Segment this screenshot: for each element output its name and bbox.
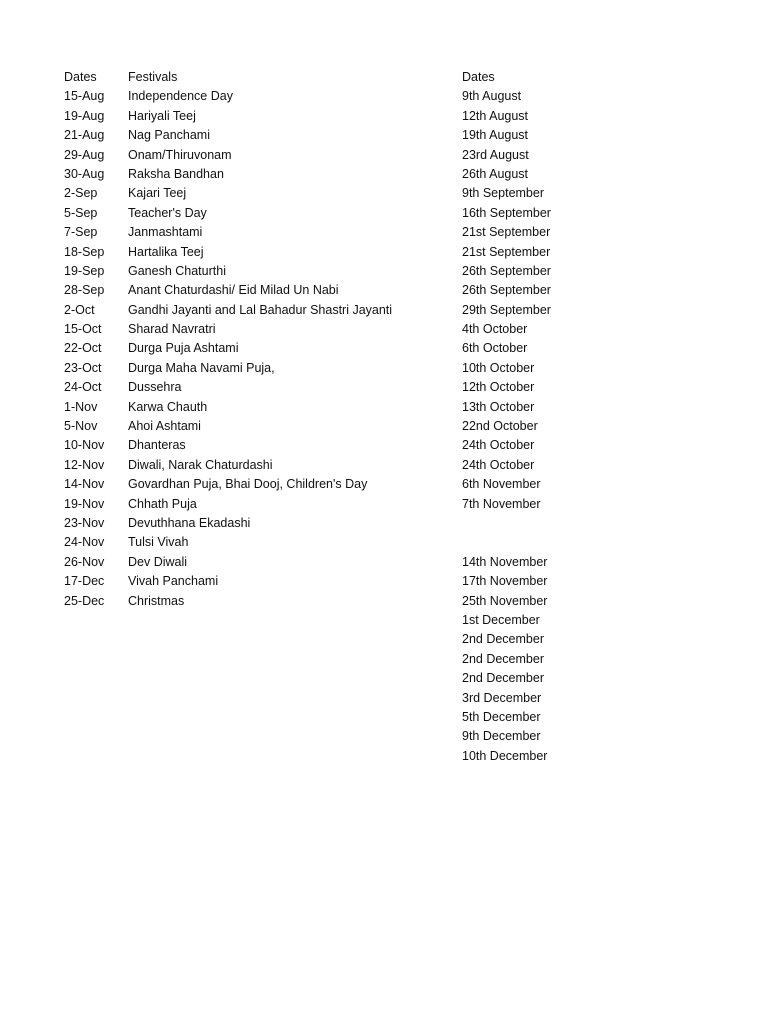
date2-cell: 2nd December [462, 651, 544, 666]
date-cell: 12-Nov [64, 457, 105, 472]
date2-cell: 13th October [462, 399, 535, 414]
date-cell: 19-Aug [64, 108, 105, 123]
table-row [0, 339, 768, 358]
festival-cell: Devuthhana Ekadashi [128, 515, 251, 530]
table-row [0, 126, 768, 145]
date2-cell: 26th August [462, 166, 529, 181]
date-cell: 23-Oct [64, 360, 102, 375]
date-cell: 2-Oct [64, 302, 95, 317]
date-cell: 24-Oct [64, 380, 102, 395]
date-cell: 28-Sep [64, 283, 105, 298]
date2-cell: 19th August [462, 128, 529, 143]
festival-cell: Hartalika Teej [128, 244, 204, 259]
table-row [0, 456, 768, 475]
date-cell: 30-Aug [64, 166, 105, 181]
date2-cell: 10th December [462, 748, 548, 763]
header-festivals: Festivals [128, 70, 178, 84]
festival-cell: Raksha Bandhan [128, 166, 224, 181]
date2-cell: 16th September [462, 205, 551, 220]
table-row [0, 281, 768, 300]
date2-cell: 25th November [462, 593, 548, 608]
date-cell: 14-Nov [64, 477, 105, 492]
date-cell: 26-Nov [64, 554, 105, 569]
date-cell: 22-Oct [64, 341, 102, 356]
date-cell: 10-Nov [64, 438, 105, 453]
date2-cell: 3rd December [462, 690, 542, 705]
festival-cell: Gandhi Jayanti and Lal Bahadur Shastri Jayanti [128, 302, 393, 317]
festival-cell: Dev Diwali [128, 554, 188, 569]
table-row [0, 262, 768, 281]
festival-cell: Tulsi Vivah [128, 535, 189, 550]
date2-cell: 4th October [462, 322, 528, 337]
festival-cell: Dhanteras [128, 438, 186, 453]
festival-cell: Chhath Puja [128, 496, 197, 511]
table-row [0, 398, 768, 417]
date-cell: 21-Aug [64, 128, 105, 143]
festival-cell: Teacher's Day [128, 205, 207, 220]
festival-cell: Kajari Teej [128, 186, 187, 201]
table-row [0, 669, 768, 688]
date2-cell: 1st December [462, 612, 540, 627]
table-row [0, 514, 768, 533]
table-row [0, 708, 768, 727]
date-cell: 19-Nov [64, 496, 105, 511]
date-cell: 5-Sep [64, 205, 98, 220]
table-row [0, 436, 768, 455]
date2-cell: 26th September [462, 263, 551, 278]
festival-cell: Govardhan Puja, Bhai Dooj, Children's Day [128, 477, 368, 492]
date2-cell: 14th November [462, 554, 548, 569]
table-row [0, 689, 768, 708]
festival-cell: Janmashtami [128, 225, 203, 240]
header-dates-2: Dates [462, 70, 495, 84]
date2-cell: 9th December [462, 729, 541, 744]
date-cell: 24-Nov [64, 535, 105, 550]
date-cell: 17-Dec [64, 574, 105, 589]
date-cell: 15-Aug [64, 89, 105, 104]
date2-cell: 6th October [462, 341, 528, 356]
date-cell: 5-Nov [64, 419, 98, 434]
header-dates: Dates [64, 70, 97, 84]
date-cell: 29-Aug [64, 147, 105, 162]
date2-cell: 21st September [462, 225, 551, 240]
table-body [0, 87, 768, 766]
table-row [0, 204, 768, 223]
table-row [0, 87, 768, 106]
festival-cell: Sharad Navratri [128, 322, 216, 337]
table-row [0, 533, 768, 552]
table-row [0, 378, 768, 397]
date-cell: 25-Dec [64, 593, 105, 608]
festival-cell: Nag Panchami [128, 128, 210, 143]
festival-cell: Christmas [128, 593, 185, 608]
table-row [0, 475, 768, 494]
festival-cell: Onam/Thiruvonam [128, 147, 232, 162]
festival-cell: Durga Maha Navami Puja, [128, 360, 275, 375]
date2-cell: 9th September [462, 186, 544, 201]
table-row [0, 495, 768, 514]
table-row [0, 727, 768, 746]
festival-cell: Ganesh Chaturthi [128, 263, 226, 278]
festival-cell: Ahoi Ashtami [128, 419, 201, 434]
date-cell: 15-Oct [64, 322, 102, 337]
table-row [0, 165, 768, 184]
table-row [0, 611, 768, 630]
table-row [0, 320, 768, 339]
date-cell: 7-Sep [64, 225, 98, 240]
date2-cell: 9th August [462, 89, 522, 104]
festival-cell: Karwa Chauth [128, 399, 208, 414]
festival-cell: Independence Day [128, 89, 233, 104]
date-cell: 1-Nov [64, 399, 98, 414]
table-row [0, 146, 768, 165]
date2-cell: 5th December [462, 709, 541, 724]
date2-cell: 24th October [462, 438, 535, 453]
table-row [0, 592, 768, 611]
date-cell: 18-Sep [64, 244, 105, 259]
festival-cell: Durga Puja Ashtami [128, 341, 239, 356]
date-cell: 23-Nov [64, 515, 105, 530]
table-row [0, 572, 768, 591]
table-row [0, 243, 768, 262]
date2-cell: 23rd August [462, 147, 529, 162]
table-row [0, 359, 768, 378]
date2-cell: 29th September [462, 302, 551, 317]
date2-cell: 24th October [462, 457, 535, 472]
date2-cell: 10th October [462, 360, 535, 375]
festival-cell: Hariyali Teej [128, 108, 196, 123]
table-row [0, 223, 768, 242]
festival-cell: Vivah Panchami [128, 574, 219, 589]
festival-cell: Anant Chaturdashi/ Eid Milad Un Nabi [128, 283, 339, 298]
date-cell: 19-Sep [64, 263, 105, 278]
date-cell: 2-Sep [64, 186, 98, 201]
header-row [0, 68, 768, 87]
date2-cell: 2nd December [462, 632, 544, 647]
table-row [0, 553, 768, 572]
date2-cell: 17th November [462, 574, 548, 589]
date2-cell: 26th September [462, 283, 551, 298]
table-row [0, 301, 768, 320]
table-row [0, 630, 768, 649]
date2-cell: 2nd December [462, 671, 544, 686]
table-row [0, 184, 768, 203]
table-row [0, 417, 768, 436]
festival-cell: Dussehra [128, 380, 182, 395]
table-row [0, 107, 768, 126]
date2-cell: 7th November [462, 496, 541, 511]
date2-cell: 21st September [462, 244, 551, 259]
date2-cell: 6th November [462, 477, 541, 492]
table-row [0, 747, 768, 766]
date2-cell: 12th August [462, 108, 529, 123]
festival-table [0, 68, 768, 766]
date2-cell: 12th October [462, 380, 535, 395]
table-row [0, 650, 768, 669]
festival-cell: Diwali, Narak Chaturdashi [128, 457, 273, 472]
date2-cell: 22nd October [462, 419, 538, 434]
